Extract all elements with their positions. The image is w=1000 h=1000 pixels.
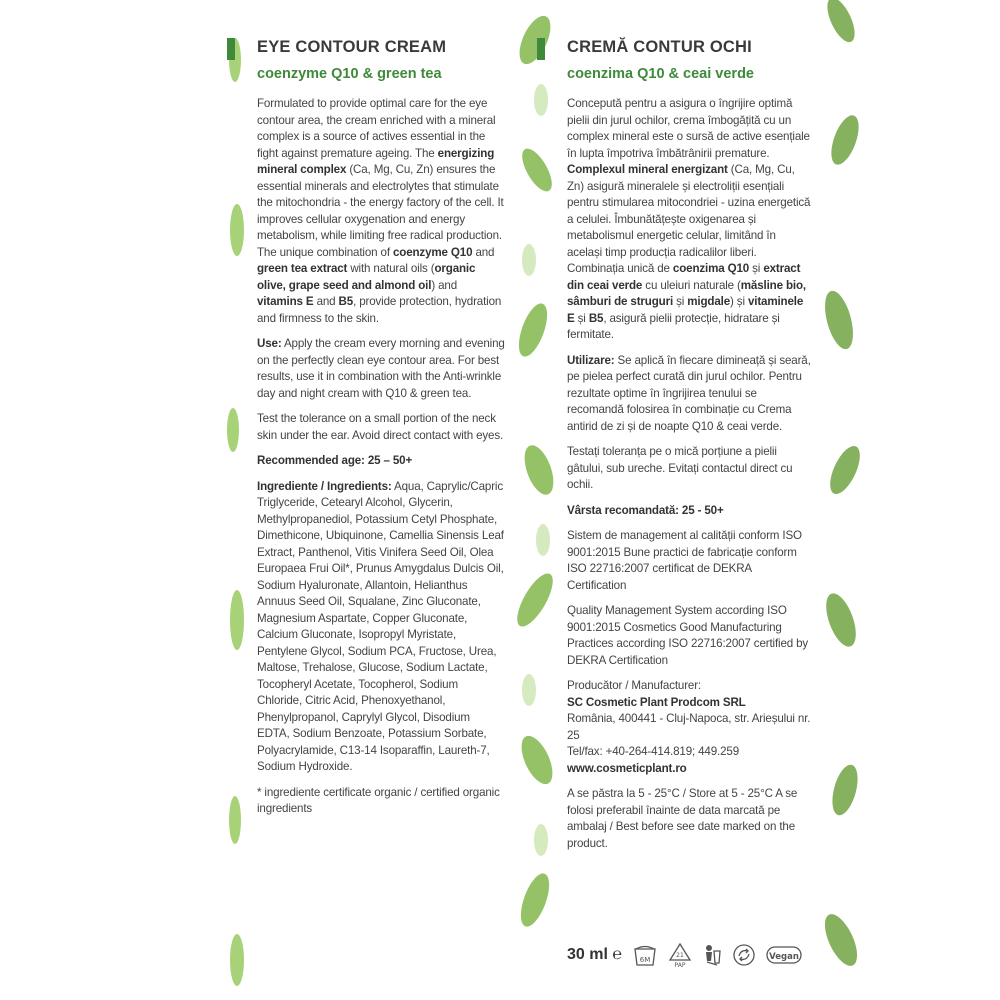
bin-disposal-icon [702,943,722,967]
product-title-en: EYE CONTOUR CREAM [257,38,447,56]
description-ro: Concepută pentru a asigura o îngrijire optimă pielii din jurul ochilor, crema îmbogățită cu un complex mineral este o sursă de active esențiale în lupta împotriva îmbătrânirii premature. Complexul mineral energizant (Ca, Mg, Cu, Zn) asigură mineralele și electroliții esențiali pentru stimularea mitocondriei - uzina energetică a celulei. Îmbunătățește oxigenarea și metabolismul energetic celular, limitând în același timp producția radicalilor liberi. Combinația unică de coenzima Q10 și extract din ceai verde cu uleiuri naturale (măsline bio, sâmburi de struguri și migdale) și vitaminele E și B5, asigură pielii protecție, hidratare și fermitate. [567,97,811,341]
recycle-icon [732,943,756,967]
product-title-ro: CREMĂ CONTUR OCHI [567,38,752,56]
volume-label: 30 ml ℮ [567,946,622,963]
ingredients-list: Ingrediente / Ingredients: Aqua, Caprylic/Capric Triglyceride, Cetearyl Alcohol, Glycerin, Methylpropanediol, Potassium Cetyl Phosphate, Dimethicone, Ubiquinone, Camellia Sinensis Leaf Extract, Panthenol, Vitis Vinifera Seed Oil, Olea Europaea Frui Oil*, Prunus Amygdalus Dulcis Oil, Sodium Hyaluronate, Allantoin, Helianthus Annuus Seed Oil, Squalane, Zinc Gluconate, Magnesium Aspartate, Copper Gluconate, Calcium Gluconate, Isopropyl Myristate, Pentylene Glycol, Sodium PCA, Fructose, Urea, Maltose, Trehalose, Glucose, Sodium Lactate, Tocopheryl Acetate, Tocopherol, Sodium Chloride, Citric Acid, Phenoxyethanol, Phenylpropanol, Caprylyl Glycol, Disodium EDTA, Sodium Benzoate, Potassium Sorbate, Polyacrylamide, C13-14 Isoparaffin, Laureth-7, Sodium Hydroxide. [257,479,504,773]
pap-label: PAP [674,962,686,968]
jar-6m-label: 6M [639,956,651,964]
vegan-label: Vegan [769,952,799,962]
storage-info: A se păstra la 5 - 25°C / Store at 5 - 25°C A se folosi preferabil înainte de data marcată pe ambalaj / Best before see date marked on the product. [567,787,798,850]
usage-ro: Utilizare: Se aplică în fiecare dimineață și seară, pe pielea perfect curată din jurul ochilor. Pentru rezultate optime în îngrijirea tenului se recomandă folosirea în combinație cu Crema antirid de zi și de noapte Q10 & ceai verde. [567,353,811,433]
pap-number: 21 [676,952,684,959]
tolerance-test-ro: Testați toleranța pe o mică porțiune a pielii gâtului, sub ureche. Evitați contactul direct cu ochii. [567,445,793,491]
product-subtitle-en: coenzyme Q10 & green tea [257,66,442,82]
vegan-icon [766,944,802,966]
organic-note: * ingrediente certificate organic / certified organic ingredients [257,785,500,815]
leaf-pattern-middle [517,0,555,1000]
title-accent-bar [227,38,235,60]
tolerance-test-en: Test the tolerance on a small portion of the neck skin under the ear. Avoid direct contact with eyes. [257,412,504,442]
quality-ro: Sistem de management al calității conform ISO 9001:2015 Bune practici de fabricație conform ISO 22716:2007 certificat de DEKRA Certification [567,529,802,592]
usage-en: Use: Apply the cream every morning and evening on the perfectly clean eye contour area. For best results, use it in combination with the Anti-wrinkle day and night cream with Q10 & green tea. [257,337,505,400]
leaf-pattern-left [225,0,245,1000]
description-en: Formulated to provide optimal care for the eye contour area, the cream enriched with a mineral complex is a source of actives essential in the fight against premature ageing. The energizing mineral complex (Ca, Mg, Cu, Zn) ensures the essential minerals and electrolytes that stimulate the mitochondria - the energy factory of the cell. It improves cellular oxygenation and energy metabolism, while limiting free radical production. The unique combination of coenzyme Q10 and green tea extract with natural oils (organic olive, grape seed and almond oil) and vitamins E and B5, provide protection, hydration and firmness to the skin. [257,97,504,325]
website-link[interactable]: www.cosmeticplant.ro [567,761,687,775]
romanian-panel [555,0,825,1000]
english-panel [245,0,517,1000]
recommended-age-en: Recommended age: 25 – 50+ [257,454,413,467]
product-subtitle-ro: coenzima Q10 & ceai verde [567,66,754,82]
manufacturer-info: Producător / Manufacturer: SC Cosmetic Plant Prodcom SRL România, 400441 - Cluj-Napoca, str. Arieșului nr. 25 Tel/fax: +40-264-414.819; 449.259 www.cosmeticplant.ro [567,679,811,775]
pap-icon [668,942,692,968]
leaf-pattern-right [825,0,860,1000]
quality-en: Quality Management System according ISO 9001:2015 Cosmetics Good Manufacturing Practices according ISO 22716:2007 certified by DEKRA Certification [567,604,809,667]
jar-6m-icon [632,943,658,967]
title-accent-bar [537,38,545,60]
recommended-age-ro: Vârsta recomandată: 25 - 50+ [567,503,724,517]
symbols-row [567,942,802,968]
